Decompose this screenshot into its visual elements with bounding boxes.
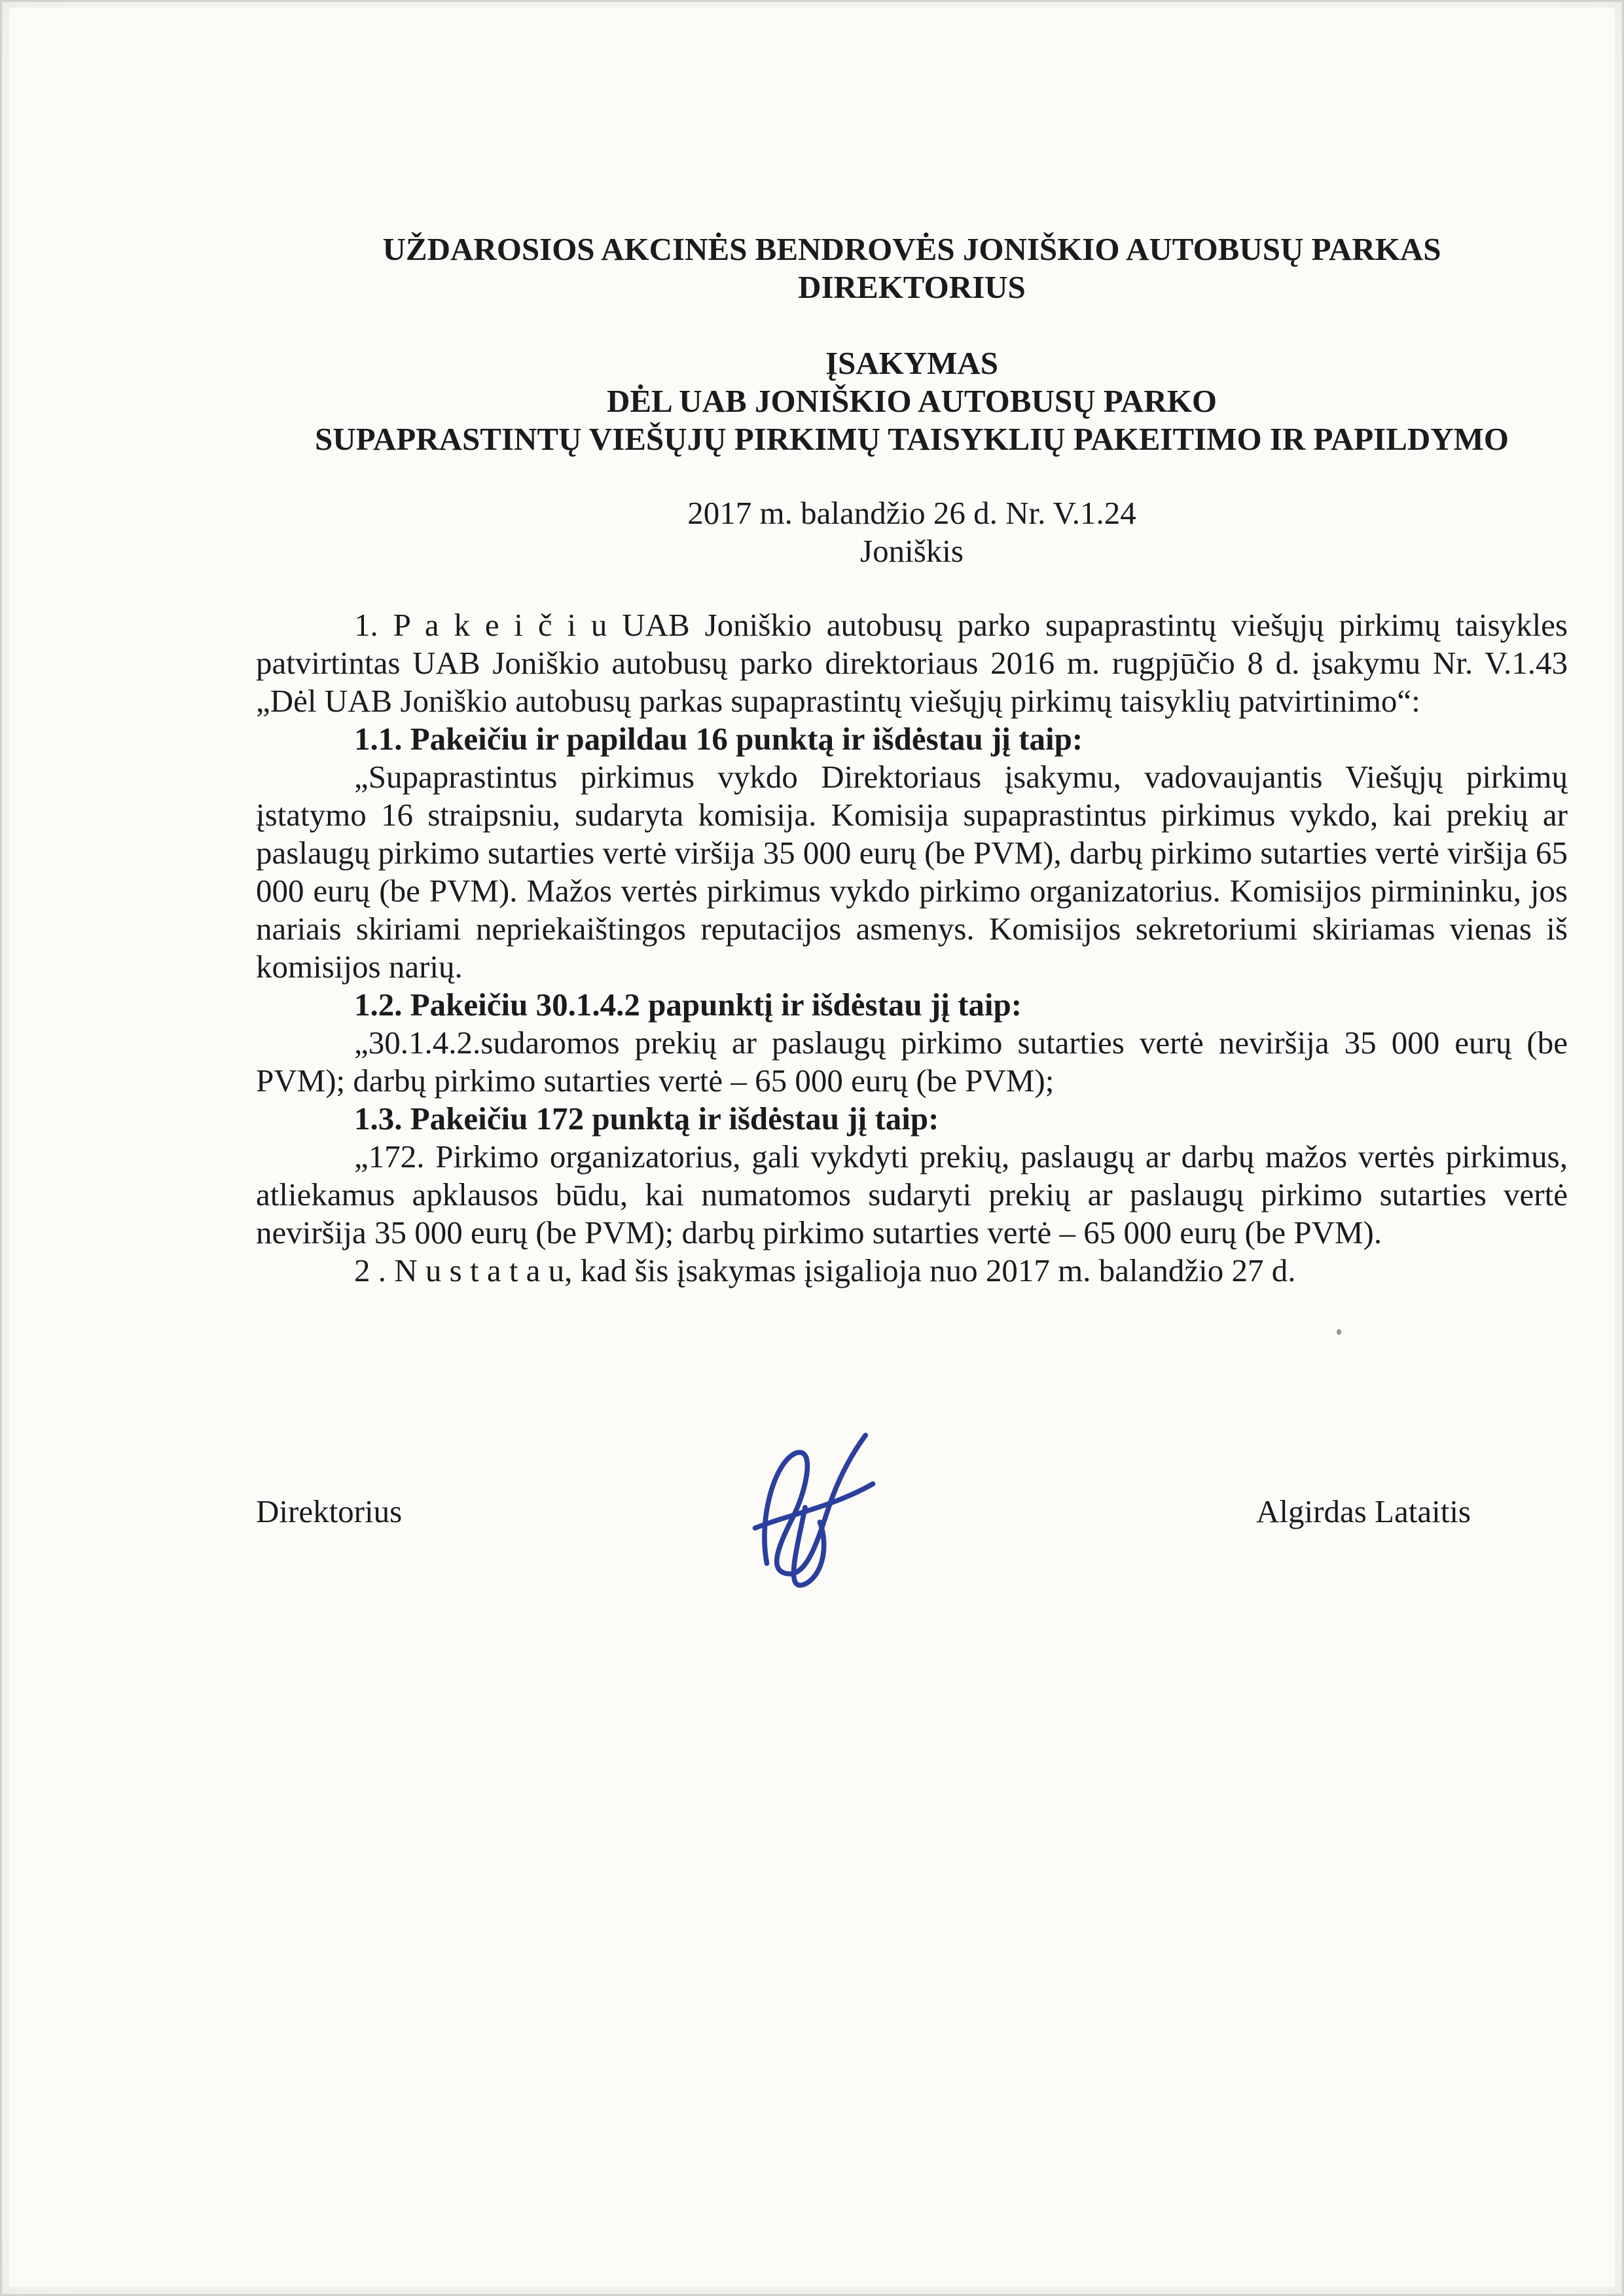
signature-ink (723, 1422, 899, 1599)
paragraph-1-1: „Supaprastintus pirkimus vykdo Direktoriaus įsakymu, vadovaujantis Viešųjų pirkimų įstatymo 16 straipsniu, sudaryta komisija. Komisija supaprastintus pirkimus vykdo, kai prekių ar paslaugų pirkimo sutarties vertė viršija 35 000 eurų (be PVM), darbų pirkimo sutarties vertė viršija 65 000 eurų (be PVM). Mažos vertės pirkimus vykdo pirkimo organizatorius. Komisijos pirmininku, jos nariais skiriami nepriekaištingos reputacijos asmenys. Komisijos sekretoriumi skiriamas vienas iš komisijos narių. (256, 759, 1568, 985)
place-line: Joniškis (860, 533, 964, 569)
order-body (256, 606, 1568, 1290)
signature-stroke (755, 1435, 873, 1585)
paragraph-1: 1. P a k e i č i u UAB Joniškio autobusų parko supaprastintų viešųjų pirkimų taisykles patvirtintas UAB Joniškio autobusų parko direktoriaus 2016 m. rugpjūčio 8 d. įsakymu Nr. V.1.43 „Dėl UAB Joniškio autobusų parkas supaprastintų viešųjų pirkimų taisyklių patvirtinimo“: (256, 607, 1568, 719)
organization-header (256, 230, 1568, 306)
scan-artifact (1337, 1329, 1341, 1335)
document-type: ĮSAKYMAS (825, 345, 999, 381)
date-place-block (256, 494, 1568, 570)
document-page (9, 8, 1615, 2287)
signature-row (256, 1493, 1568, 1531)
order-title-block (256, 344, 1568, 458)
heading-1-2: 1.2. Pakeičiu 30.1.4.2 papunktį ir išdėstau jį taip: (354, 987, 1022, 1023)
paragraph-1-2: „30.1.4.2.sudaromos prekių ar paslaugų pirkimo sutarties vertė neviršija 35 000 eurų (be PVM); darbų pirkimo sutarties vertė – 65 000 eurų (be PVM); (256, 1025, 1568, 1099)
signature-ink-svg (723, 1422, 899, 1599)
signer-name: Algirdas Lataitis (1256, 1493, 1471, 1529)
date-number-line: 2017 m. balandžio 26 d. Nr. V.1.24 (687, 495, 1136, 531)
signer-title: Direktorius (256, 1493, 403, 1529)
paragraph-2: 2 . N u s t a t a u, kad šis įsakymas įsigalioja nuo 2017 m. balandžio 27 d. (354, 1252, 1296, 1288)
organization-role: DIREKTORIUS (798, 269, 1026, 305)
heading-1-1: 1.1. Pakeičiu ir papildau 16 punktą ir išdėstau jį taip: (354, 721, 1083, 757)
document-content (256, 8, 1568, 1531)
paragraph-1-3: „172. Pirkimo organizatorius, gali vykdyti prekių, paslaugų ar darbų mažos vertės pirkimus, atliekamus apklausos būdu, kai numatomos sudaryti prekių ar paslaugų pirkimo sutarties vertė neviršija 35 000 eurų (be PVM); darbų pirkimo sutarties vertė – 65 000 eurų (be PVM). (256, 1139, 1568, 1250)
subject-line-2: SUPAPRASTINTŲ VIEŠŲJŲ PIRKIMŲ TAISYKLIŲ PAKEITIMO IR PAPILDYMO (314, 421, 1509, 457)
subject-line-1: DĖL UAB JONIŠKIO AUTOBUSŲ PARKO (606, 383, 1218, 419)
organization-name: UŽDAROSIOS AKCINĖS BENDROVĖS JONIŠKIO AUTOBUSŲ PARKAS (382, 231, 1441, 267)
heading-1-3: 1.3. Pakeičiu 172 punktą ir išdėstau jį taip: (354, 1101, 939, 1137)
